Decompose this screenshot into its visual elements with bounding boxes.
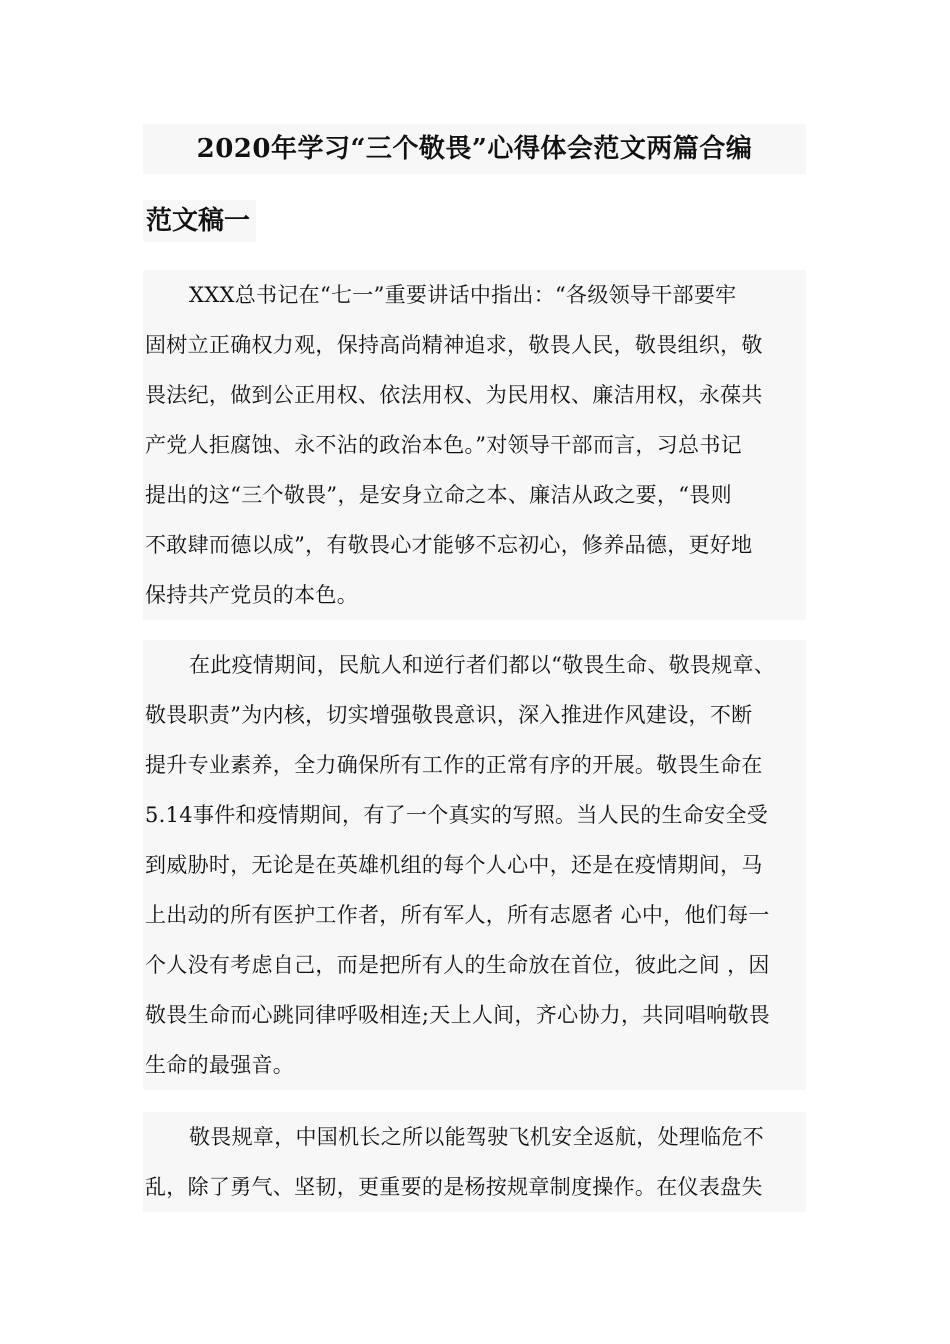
paragraph-3 (143, 1112, 806, 1212)
section-heading: 范文稿一 (143, 200, 256, 242)
paragraph-line: 不敢肆而德以成”，有敬畏心才能够不忘初心，修养品德，更好地 (145, 533, 753, 557)
paragraph-line: 个人没有考虑自己，而是把所有人的生命放在首位，彼此之间 ，因 (145, 953, 770, 977)
paragraph-line: 上出动的所有医护工作者，所有军人，所有志愿者 心中，他们每一 (145, 903, 770, 927)
paragraph-line: 敬畏生命而心跳同律呼吸相连;天上人间，齐心协力，共同唱响敬畏 (145, 1003, 771, 1027)
paragraph-line: XXX总书记在“七一”重要讲话中指出：“各级领导干部要牢 (189, 283, 737, 307)
paragraph-line: 提升专业素养，全力确保所有工作的正常有序的开展。敬畏生命在 (145, 753, 763, 777)
paragraph-line: 畏法纪，做到公正用权、依法用权、为民用权、廉洁用权，永葆共 (145, 383, 763, 407)
paragraph-line: 保持共产党员的本色。 (145, 583, 358, 607)
paragraph-line: 提出的这“三个敬畏”，是安身立命之本、廉洁从政之要，“畏则 (145, 483, 732, 507)
paragraph-line: 在此疫情期间，民航人和逆行者们都以“敬畏生命、敬畏规章、 (189, 653, 776, 677)
paragraph-line: 固树立正确权力观，保持高尚精神追求，敬畏人民，敬畏组织，敬 (145, 333, 763, 357)
paragraph-line: 敬畏规章，中国机长之所以能驾驶飞机安全返航，处理临危不 (189, 1125, 765, 1149)
paragraph-line: 产党人拒腐蚀、永不沾的政治本色。”对领导干部而言，习总书记 (145, 433, 742, 457)
document-title: 2020年学习“三个敬畏”心得体会范文两篇合编 (196, 134, 753, 164)
paragraph-1 (143, 270, 806, 620)
paragraph-line: 乱，除了勇气、坚韧，更重要的是杨按规章制度操作。在仪表盘失 (145, 1175, 763, 1199)
paragraph-line: 敬畏职责”为内核，切实增强敬畏意识，深入推进作风建设，不断 (145, 703, 753, 727)
paragraph-line: 5.14事件和疫情期间，有了一个真实的写照。当人民的生命安全受 (145, 803, 769, 827)
paragraph-2 (143, 640, 806, 1090)
paragraph-line: 生命的最强音。 (145, 1053, 295, 1077)
paragraph-line: 到威胁时，无论是在英雄机组的每个人心中，还是在疫情期间，马 (145, 853, 763, 877)
